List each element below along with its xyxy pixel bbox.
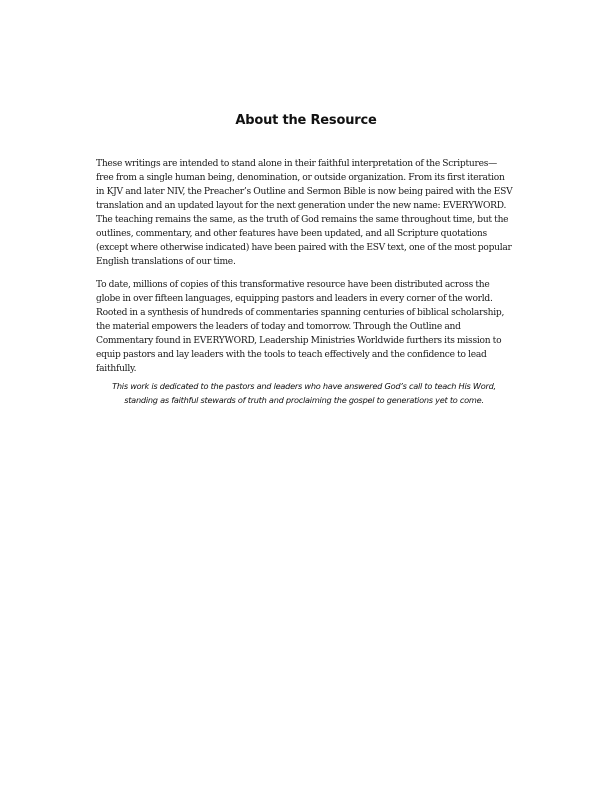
text-line: faithfully. (96, 364, 137, 374)
text-line: These writings are intended to stand alone in their faithful interpretation of the Scriptures— (96, 159, 497, 169)
text-line: free from a single human being, denomination, or outside organization. From its first iteration (96, 173, 505, 183)
text-line: globe in over fifteen languages, equipping pastors and leaders in every corner of the world. (96, 294, 493, 304)
dedication-line: standing as faithful stewards of truth and proclaiming the gospel to generations yet to come. (124, 395, 484, 405)
paragraph-reach (96, 278, 512, 376)
dedication (96, 379, 512, 407)
text-line: Commentary found in EVERYWORD, Leadership Ministries Worldwide furthers its mission to (96, 336, 502, 346)
text-line: the material empowers the leaders of today and tomorrow. Through the Outline and (96, 322, 461, 332)
page-title: About the Resource (235, 113, 377, 128)
paragraph-history (96, 157, 512, 269)
text-line: Rooted in a synthesis of hundreds of commentaries spanning centuries of biblical scholarship, (96, 308, 505, 318)
text-line: equip pastors and lay leaders with the tools to teach effectively and the confidence to lead (96, 350, 487, 360)
text-line: To date, millions of copies of this transformative resource have been distributed across the (96, 280, 490, 290)
text-line: outlines, commentary, and other features have been updated, and all Scripture quotations (96, 229, 487, 239)
dedication-line: This work is dedicated to the pastors and leaders who have answered God’s call to teach His Word, (112, 381, 496, 391)
text-line: translation and an updated layout for the next generation under the new name: EVERYWORD. (96, 201, 507, 211)
text-line: English translations of our time. (96, 257, 236, 267)
text-line: in KJV and later NIV, the Preacher’s Outline and Sermon Bible is now being paired with the ESV (96, 187, 513, 197)
text-line: (except where otherwise indicated) have been paired with the ESV text, one of the most popular (96, 243, 512, 253)
text-line: The teaching remains the same, as the truth of God remains the same throughout time, but the (96, 215, 509, 225)
